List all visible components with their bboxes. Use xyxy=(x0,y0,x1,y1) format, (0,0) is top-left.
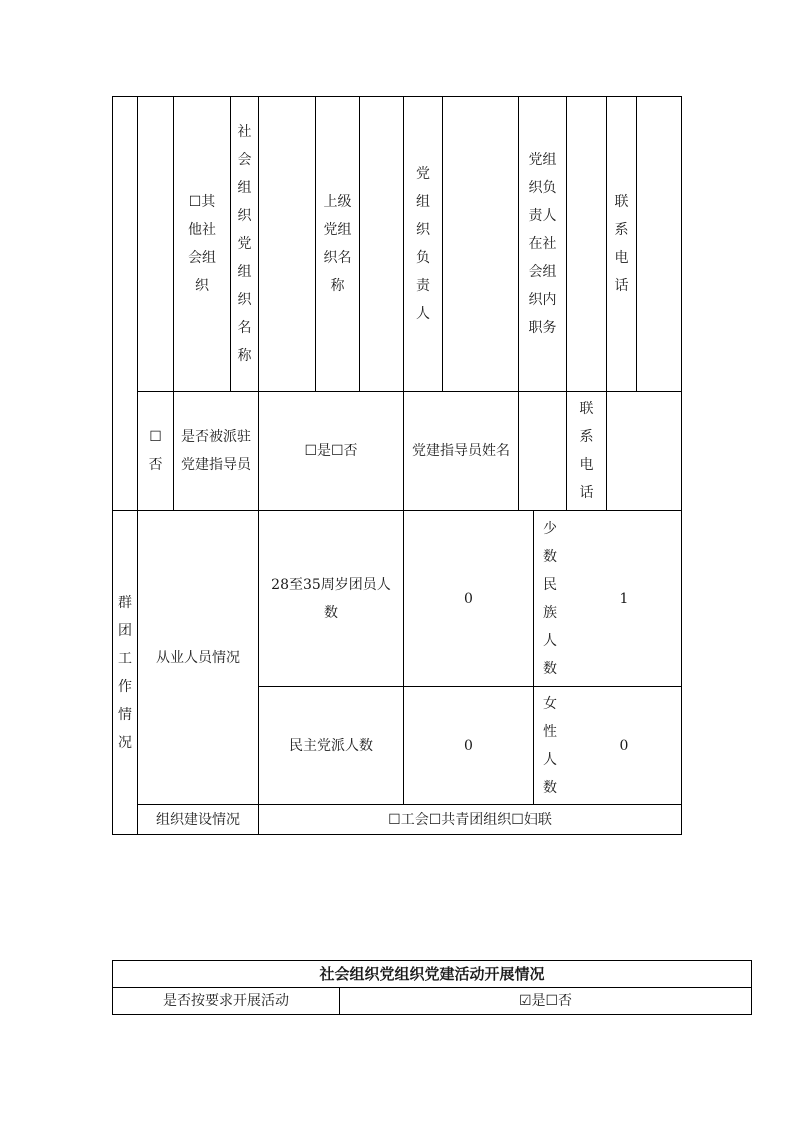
vertical-char: 组 xyxy=(237,264,252,280)
vertical-char: 社 xyxy=(237,124,252,140)
vertical-char: 负 xyxy=(416,250,430,266)
democratic-party-label: 民主党派人数 xyxy=(289,737,373,754)
instructor-contact-phone-label xyxy=(567,392,606,510)
vertical-char: 作 xyxy=(118,678,132,695)
vertical-char: 人 xyxy=(416,306,430,322)
female-value: 0 xyxy=(619,737,629,754)
superior-party-org-label: 上级 党组 织名 称 xyxy=(323,194,352,294)
vertical-text xyxy=(237,118,253,370)
social-party-org-name-label xyxy=(231,97,258,391)
vertical-char: 组 xyxy=(237,180,252,196)
vertical-char: 系 xyxy=(579,429,594,445)
vertical-char: 数 xyxy=(543,660,557,677)
vertical-char: 族 xyxy=(543,604,557,621)
vertical-text xyxy=(415,160,431,328)
vertical-char: 名 xyxy=(237,320,252,336)
vertical-char: 少 xyxy=(543,520,557,537)
league-members-label: 28至35周岁团员人 数 xyxy=(271,576,391,621)
vertical-text xyxy=(542,515,558,683)
vertical-char: 数 xyxy=(543,779,557,796)
vertical-char: 电 xyxy=(579,457,594,473)
vertical-char: 织 xyxy=(237,208,252,224)
vertical-char: 电 xyxy=(614,250,629,266)
staff-situation-label: 从业人员情况 xyxy=(156,649,240,666)
group-work-section-label xyxy=(113,511,137,834)
contact-phone-label xyxy=(607,97,636,391)
vertical-char: 会 xyxy=(237,152,252,168)
org-building-label: 组织建设情况 xyxy=(156,811,240,828)
vertical-char: 性 xyxy=(543,723,557,740)
vertical-char: 话 xyxy=(614,278,629,294)
org-building-checkboxes[interactable]: ☐工会☐共青团组织☐妇联 xyxy=(388,811,552,828)
vertical-char: 工 xyxy=(118,650,132,667)
leader-position-label: 党组 织负 责人 在社 会组 织内 职务 xyxy=(528,152,557,336)
ethnic-minority-label xyxy=(534,511,566,686)
vertical-char: 组 xyxy=(416,194,430,210)
vertical-text xyxy=(117,589,133,757)
vertical-char: 民 xyxy=(543,576,557,593)
dispatched-yes-no-checkboxes[interactable]: ☐是☐否 xyxy=(304,443,358,459)
vertical-text xyxy=(542,690,558,802)
democratic-party-value: 0 xyxy=(464,737,473,754)
vertical-char: 女 xyxy=(543,695,557,712)
activity-label: 是否按要求开展活动 xyxy=(163,993,289,1009)
vertical-char: 联 xyxy=(579,401,594,417)
vertical-char: 系 xyxy=(614,222,629,238)
party-leader-label xyxy=(404,97,442,391)
dispatched-instructor-label: 是否被派驻 党建指导员 xyxy=(181,429,251,473)
vertical-char: 织 xyxy=(416,222,430,238)
vertical-char: 称 xyxy=(237,348,252,364)
vertical-char: 责 xyxy=(416,278,430,294)
no-checkbox-label[interactable]: ☐ 否 xyxy=(148,429,163,473)
vertical-char: 织 xyxy=(237,292,252,308)
ethnic-minority-value: 1 xyxy=(619,590,629,607)
activity-yes-no-checkboxes[interactable]: ☑是☐否 xyxy=(518,993,573,1009)
vertical-text xyxy=(614,188,630,300)
vertical-char: 联 xyxy=(614,194,629,210)
vertical-char: 团 xyxy=(118,622,132,639)
activity-table-title: 社会组织党组织党建活动开展情况 xyxy=(319,965,545,983)
vertical-char: 情 xyxy=(118,706,132,723)
league-members-value: 0 xyxy=(464,590,473,607)
vertical-char: 数 xyxy=(543,548,557,565)
female-label xyxy=(534,687,566,804)
vertical-char: 话 xyxy=(579,485,594,501)
vertical-char: 人 xyxy=(543,632,557,649)
other-social-org-checkbox-label[interactable]: ☐其 他社 会组 织 xyxy=(188,194,216,294)
instructor-name-label: 党建指导员姓名 xyxy=(412,443,510,459)
vertical-char: 况 xyxy=(118,734,132,751)
vertical-char: 党 xyxy=(416,166,430,182)
vertical-char: 党 xyxy=(237,236,252,252)
vertical-text xyxy=(579,395,595,507)
vertical-char: 群 xyxy=(118,594,132,611)
vertical-char: 人 xyxy=(543,751,557,768)
